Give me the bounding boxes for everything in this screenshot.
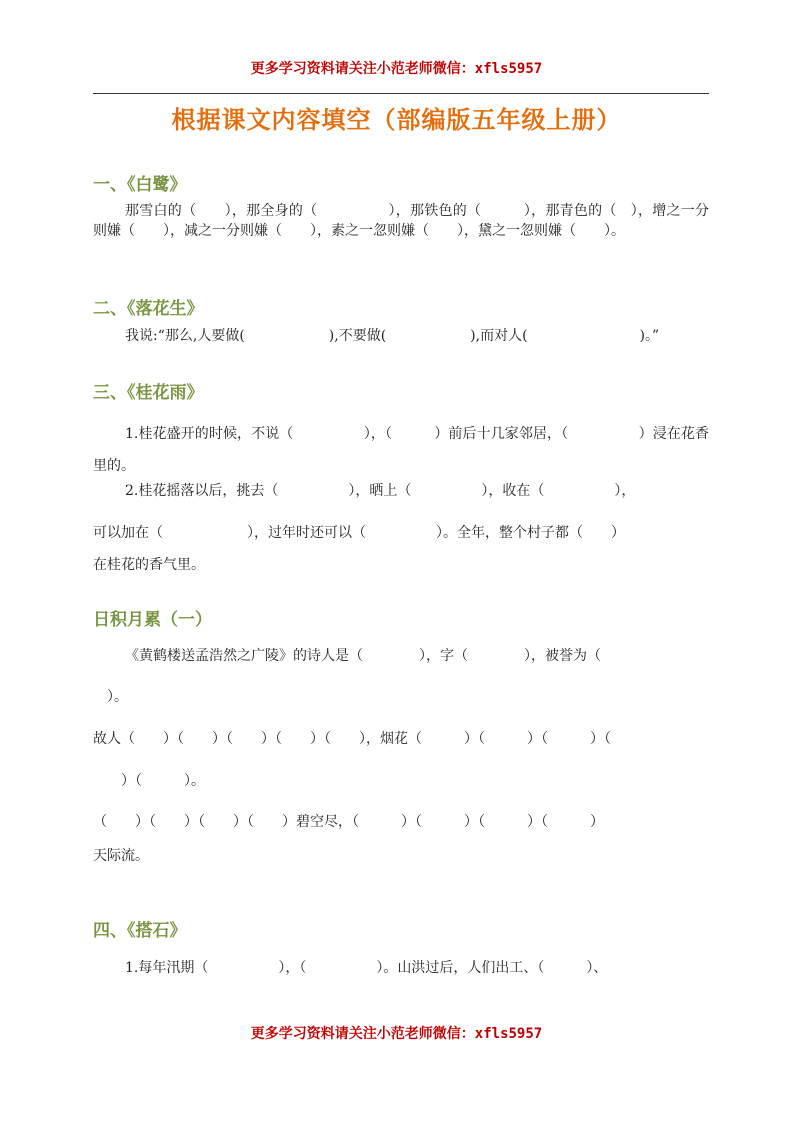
section-heading-guihuayu: 三、《桂花雨》 bbox=[93, 383, 204, 403]
section-heading-rijiyuelei: 日积月累（一） bbox=[93, 610, 212, 630]
section-paragraph-continuation: 可以加在（ ），过年时还可以（ ）。全年，整个村子都（ ） bbox=[93, 525, 625, 541]
section-paragraph-continuation: ）。 bbox=[93, 689, 128, 705]
document-title: 根据课文内容填空（部编版五年级上册） bbox=[171, 106, 622, 134]
page-footer: 更多学习资料请关注小范老师微信：xfls5957 bbox=[250, 1026, 543, 1042]
section-paragraph: 《黄鹤楼送孟浩然之广陵》的诗人是（ ），字（ ），被誉为（ bbox=[125, 648, 601, 664]
section-paragraph: 1.每年汛期（ ），（ ）。山洪过后，人们出工、（ ）、 bbox=[125, 960, 608, 976]
page-header: 更多学习资料请关注小范老师微信：xfls5957 bbox=[250, 61, 543, 77]
section-paragraph-continuation: 在桂花的香气里。 bbox=[93, 557, 205, 573]
section-paragraph: 那雪白的（ ），那全身的（ ），那铁色的（ ），那青色的（ ），增之一分则嫌（ ），减之一分则嫌（ ），素之一忽则嫌（ ），黛之一忽则嫌（ ）。 bbox=[93, 203, 709, 239]
section-heading-bailu: 一、《白鹭》 bbox=[93, 175, 187, 195]
section-heading-dashi: 四、《搭石》 bbox=[93, 921, 187, 941]
poem-line-continuation: ）（ ）。 bbox=[93, 773, 205, 789]
poem-line: （ ）（ ）（ ）（ ）碧空尽，（ ）（ ）（ ）（ ） bbox=[93, 814, 604, 830]
section-paragraph: 1.桂花盛开的时候，不说（ ），（ ）前后十几家邻居，（ ）浸在花香里的。 bbox=[93, 426, 709, 474]
header-divider bbox=[93, 93, 709, 94]
section-paragraph: 我说:“那么,人要做( ),不要做( ),而对人( )。” bbox=[125, 328, 660, 344]
poem-line-continuation: 天际流。 bbox=[93, 848, 149, 864]
section-heading-luohuasheng: 二、《落花生》 bbox=[93, 299, 204, 319]
poem-line: 故人（ ）（ ）（ ）（ ）（ ），烟花（ ）（ ）（ ）（ bbox=[93, 731, 611, 747]
section-paragraph: 2.桂花摇落以后，挑去（ ），晒上（ ），收在（ ）， bbox=[125, 483, 636, 499]
